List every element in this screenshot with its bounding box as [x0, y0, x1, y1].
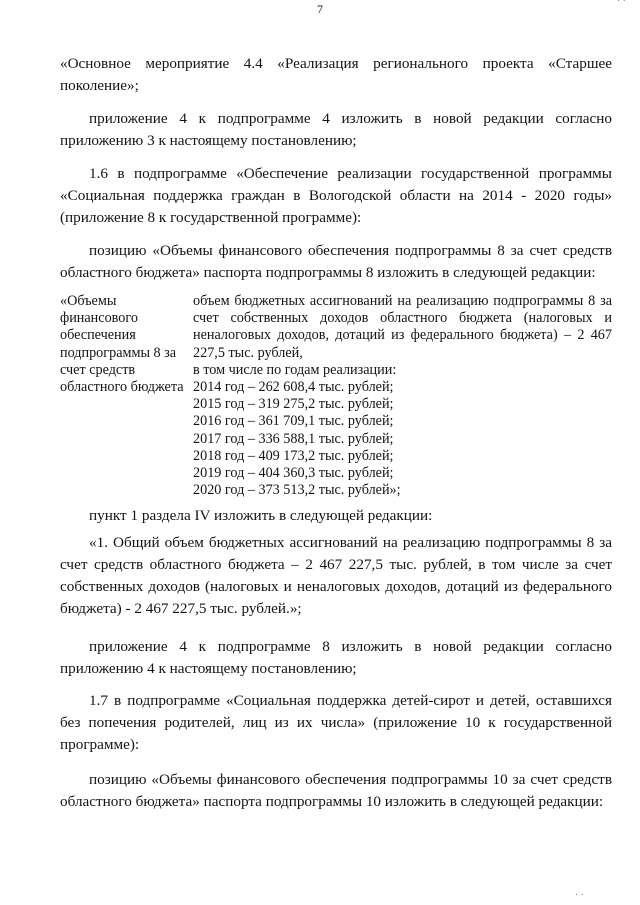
paragraph-appendix-4-sub8: приложение 4 к подпрограмме 8 изложить в новой редакции согласно приложению 4 к настоящему постановлению;: [60, 638, 612, 677]
table-year-2019: 2019 год – 404 360,3 тыс. рублей;: [193, 465, 394, 482]
paragraph-item-1-6: 1.6 в подпрограмме «Обеспечение реализации государственной программы «Социальная поддержка граждан в Вологодской области на 2014 - 2020 годы» (приложение 8 к государственной программе):: [60, 165, 612, 226]
table-right-cell: [193, 293, 612, 499]
table-year-2014: 2014 год – 262 608,4 тыс. рублей;: [193, 379, 394, 396]
paragraph-item-1-7: 1.7 в подпрограмме «Социальная поддержка детей-сирот и детей, оставшихся без попечения родителей, лиц из их числа» (приложение 10 к государственной программе):: [60, 692, 612, 753]
paragraph-position-sub10: позицию «Объемы финансового обеспечения подпрограммы 10 за счет средств областного бюджета» паспорта подпрограммы 10 изложить в следующей редакции:: [60, 771, 612, 810]
paragraph-appendix-4-sub4: приложение 4 к подпрограмме 4 изложить в новой редакции согласно приложению 3 к настоящему постановлению;: [60, 110, 612, 149]
paragraph-position-sub8: позицию «Объемы финансового обеспечения подпрограммы 8 за счет средств областного бюджета» паспорта подпрограммы 8 изложить в следующей редакции:: [60, 242, 612, 281]
table-year-2016: 2016 год – 361 709,1 тыс. рублей;: [193, 413, 394, 430]
paragraph-main-event: «Основное мероприятие 4.4 «Реализация регионального проекта «Старшее поколение»;: [60, 55, 612, 94]
paragraph-total-volume: «1. Общий объем бюджетных ассигнований на реализацию подпрограммы 8 за счет средств областного бюджета – 2 467 227,5 тыс. рублей, в том числе за счет собственных доходов (налоговых и неналоговых доходов, дотаций из федерального бюджета) - 2 467 227,5 тыс. рублей.»;: [60, 534, 612, 617]
table-year-2015: 2015 год – 319 275,2 тыс. рублей;: [193, 396, 394, 413]
page-number: 7: [317, 2, 323, 16]
table-years-subtitle: в том числе по годам реализации:: [193, 361, 397, 378]
table-year-2020: 2020 год – 373 513,2 тыс. рублей»;: [193, 482, 401, 499]
paragraph-section-iv: пункт 1 раздела IV изложить в следующей редакции:: [89, 507, 433, 524]
table-year-2017: 2017 год – 336 588,1 тыс. рублей;: [193, 430, 394, 447]
table-year-2018: 2018 год – 409 173,2 тыс. рублей;: [193, 447, 394, 464]
scan-mark-top: · ·: [616, 0, 626, 7]
table-left-cell: «Объемы финансового обеспечения подпрограммы 8 за счет средств областного бюджета: [60, 293, 184, 396]
scan-mark-bottom: · ·: [574, 890, 584, 901]
table-funding-intro: объем бюджетных ассигнований на реализацию подпрограммы 8 за счет собственных доходов областного бюджета (налоговых и неналоговых доходов, дотаций из федерального бюджета) – 2 467 227,5 тыс. рублей,: [193, 293, 612, 361]
